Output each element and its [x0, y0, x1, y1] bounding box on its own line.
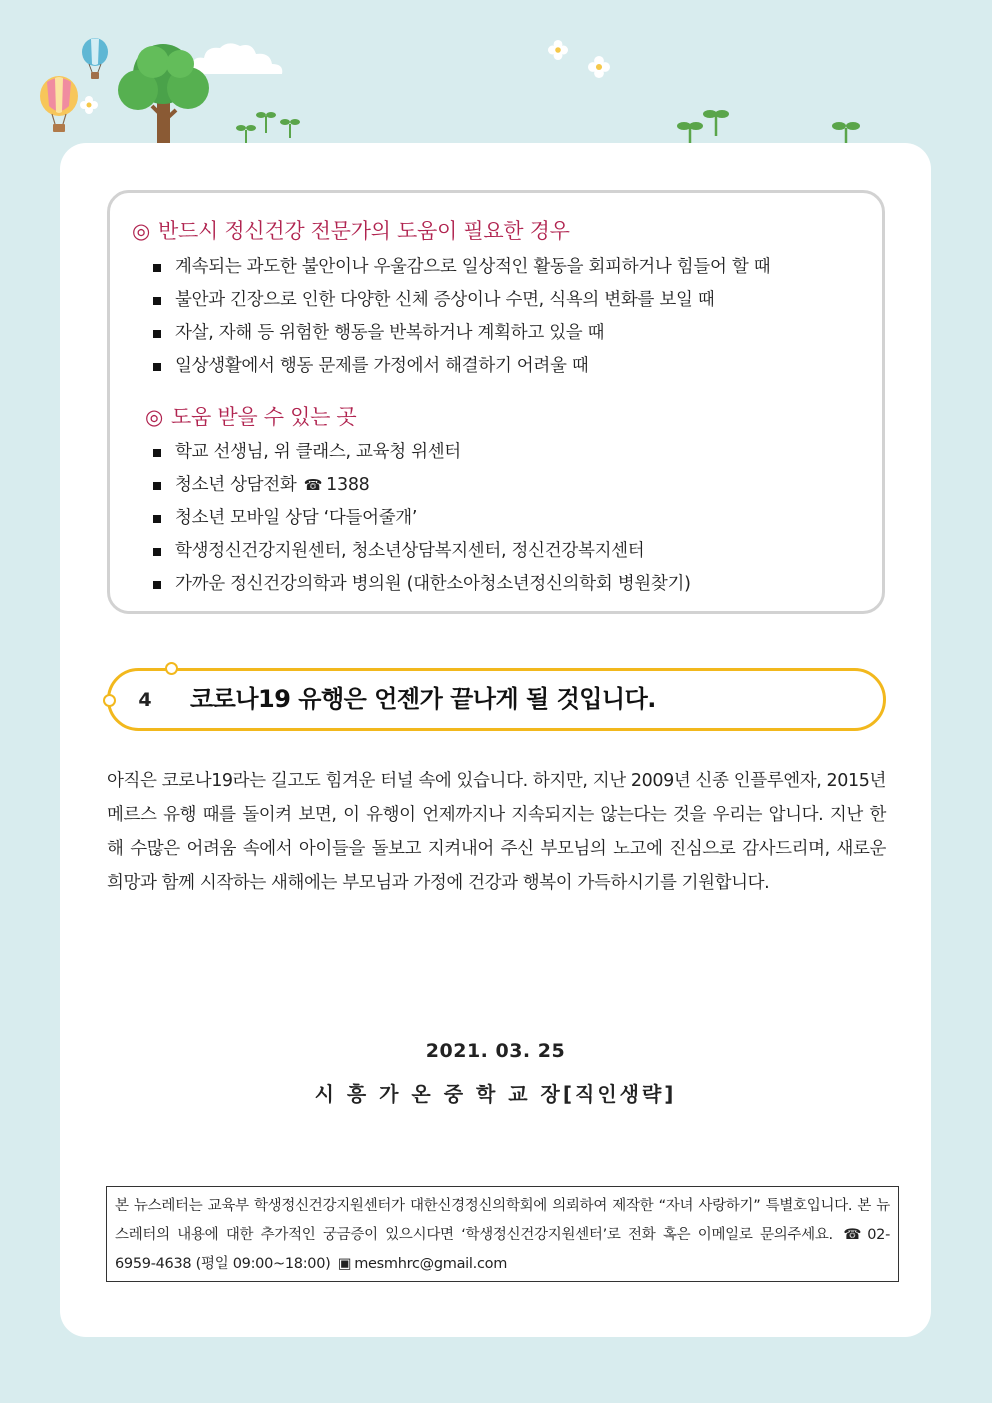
- notice-box: [106, 1186, 899, 1282]
- square-bullet-icon: [153, 297, 161, 305]
- question-title: 코로나19 유행은 언젠가 끝나게 될 것입니다.: [190, 685, 656, 713]
- notice-text: 본 뉴스레터는 교육부 학생정신건강지원센터가 대한신경정신의학회에 의뢰하여 제작한 “자녀 사랑하기” 특별호입니다. 본 뉴스레터의 내용에 대한 추가적인 궁금증이 있으시다면 ‘학생정신건강지원센터’로 전화 혹은 이메일로 문의주세요.: [115, 1198, 890, 1243]
- list-item: 청소년 상담전화 ☎ 1388: [152, 469, 691, 502]
- sprout-icon: [830, 118, 862, 144]
- connector-dot: [103, 694, 116, 707]
- issue-date: 2021. 03. 25: [425, 1040, 566, 1062]
- list-item: 불안과 긴장으로 인한 다양한 신체 증상이나 수면, 식욕의 변화를 보일 때: [152, 284, 770, 317]
- list-item: 계속되는 과도한 불안이나 우울감으로 일상적인 활동을 회피하거나 힘들어 할 때: [152, 251, 770, 284]
- flower-icon: [588, 56, 610, 78]
- question-heading: [107, 668, 886, 731]
- help-list: [152, 436, 691, 601]
- flower-icon: [80, 96, 98, 114]
- square-bullet-icon: [153, 363, 161, 371]
- phone-icon: ☎: [303, 476, 323, 494]
- sprout-icon: [676, 104, 736, 144]
- hot-air-balloon-small-icon: [80, 38, 110, 82]
- newsletter-card: [60, 143, 931, 1337]
- sprout-icon: [236, 108, 306, 143]
- phone-icon: ☎: [843, 1227, 865, 1243]
- signer-line: 시 흥 가 온 중 학 교 장[직인생략]: [314, 1082, 677, 1106]
- section-title-help: [145, 401, 356, 431]
- help-info-box: [107, 190, 885, 614]
- square-bullet-icon: [153, 581, 161, 589]
- list-item: 자살, 자해 등 위험한 행동을 반복하거나 계획하고 있을 때: [152, 317, 770, 350]
- connector-dot: [165, 662, 178, 675]
- needs-list: [152, 251, 770, 383]
- list-item: 일상생활에서 행동 문제를 가정에서 해결하기 어려울 때: [152, 350, 770, 383]
- hot-air-balloon-icon: [38, 76, 80, 134]
- list-item: 가까운 정신건강의학과 병의원 (대한소아청소년정신의학회 병원찾기): [152, 568, 691, 601]
- section-title-text: 반드시 정신건강 전문가의 도움이 필요한 경우: [158, 219, 570, 243]
- body-paragraph: 아직은 코로나19라는 길고도 힘겨운 터널 속에 있습니다. 하지만, 지난 2009년 신종 인플루엔자, 2015년 메르스 유행 때를 돌이켜 보면, 이 유행이 언제까지나 지속되지는 않는다는 것을 우리는 압니다. 지난 한 해 수많은 어려움 속에서 아이들을 돌보고 지켜내어 주신 부모님의 노고에 진심으로 감사드리며, 새로운 희망과 함께 시작하는 새해에는 부모님과 가정에 건강과 행복이 가득하시기를 기원합니다.: [107, 771, 886, 893]
- tree-icon: [108, 42, 218, 145]
- list-item: 학생정신건강지원센터, 청소년상담복지센터, 정신건강복지센터: [152, 535, 691, 568]
- square-bullet-icon: [153, 548, 161, 556]
- square-bullet-icon: [153, 515, 161, 523]
- contact-email[interactable]: mesmhrc@gmail.com: [354, 1256, 508, 1272]
- hotline-number: 1388: [326, 475, 370, 495]
- square-bullet-icon: [153, 482, 161, 490]
- list-item: 학교 선생님, 위 클래스, 교육청 위센터: [152, 436, 691, 469]
- square-bullet-icon: [153, 330, 161, 338]
- flower-icon: [548, 40, 568, 60]
- square-bullet-icon: [153, 449, 161, 457]
- square-bullet-icon: [153, 264, 161, 272]
- double-circle-icon: ◎: [145, 405, 164, 429]
- section-title-text: 도움 받을 수 있는 곳: [171, 405, 357, 429]
- contact-phone: 02-6959-4638 (평일 09:00~18:00): [115, 1227, 891, 1272]
- list-item: 청소년 모바일 상담 ‘다들어줄개’: [152, 502, 691, 535]
- section-title-needs: [132, 215, 570, 245]
- email-icon: ▣: [337, 1256, 352, 1272]
- double-circle-icon: ◎: [132, 219, 151, 243]
- question-number: 4: [138, 689, 152, 711]
